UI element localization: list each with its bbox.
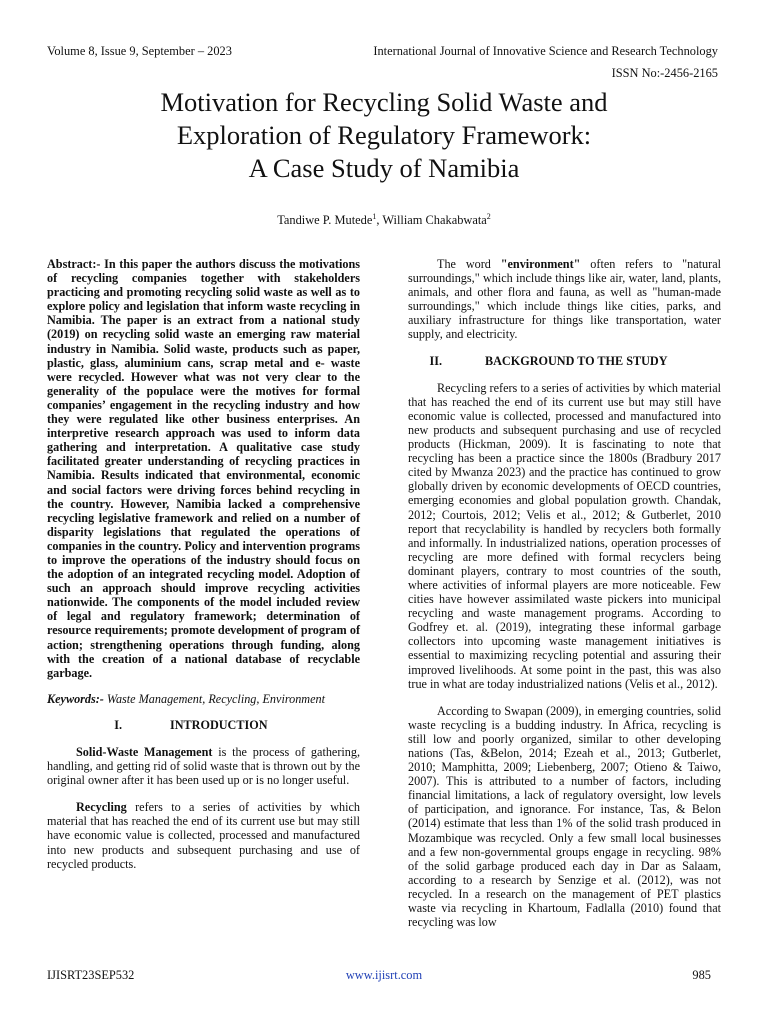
intro-paragraph-1 (47, 745, 360, 787)
paragraph-text: often refers to "natural surroundings," which include things like air, water, land, plants, animals, and other flora and fauna, as well as "human-made surroundings," which include things like cities, parks, and auxiliary infrastructure for things like transportation, water supply, and electricity. (408, 257, 721, 342)
environment-paragraph (408, 257, 721, 342)
section-number: II. (429, 353, 442, 368)
title-line: A Case Study of Namibia (248, 153, 520, 183)
title-line: Exploration of Regulatory Framework: (176, 120, 592, 150)
keywords-label: Keywords:- (47, 691, 104, 706)
section-number: I. (114, 717, 122, 732)
section-heading-introduction (47, 718, 360, 732)
paper-title (60, 86, 708, 185)
paper-id: IJISRT23SEP532 (47, 968, 135, 982)
section-title: INTRODUCTION (170, 717, 268, 732)
abstract: Abstract:- In this paper the authors discuss the motivations of recycling companies together with stakeholders practicing and promoting recycling solid waste as well as to explore policy and legislation that inform waste recycling in Namibia. The paper is an extract from a national study (2019) on recycling solid waste an emerging raw material industry in Namibia. Solid waste, products such as paper, plastic, glass, aluminium cans, scrap metal and e- waste were recycled. However what was not very clear to the generality of the populace were the motives for formal companies’ engagement in the recycling industry and how they were regulated like other business enterprises. An interpretive research approach was used to inform data gathering and interpretation. A qualitative case study facilitated greater understanding of recycling practices in Namibia. Results indicated that environmental, economic and social factors were driving forces behind recycling in the country. However, Namibia lacked a comprehensive recycling legislative framework and relied on a number of disparity legislations that regulated the operations of companies in the country. Policy and intervention programs to improve the operations of the industry should focus on the adoption of an integrated recycling model. Adoption of such an approach should improve recycling activities nationwide. The components of the model included review of legal and regulatory framework; determination of resource requirements; promote development of program of action; strengthening operations through funding, along with the creation of a national database of recyclable garbage. (47, 257, 360, 680)
section-title: BACKGROUND TO THE STUDY (485, 353, 668, 368)
left-column (47, 257, 360, 871)
author-1-affiliation: 1 (372, 212, 377, 221)
section-heading-background (408, 354, 721, 368)
paragraph-text: is the process of gathering, handling, and getting rid of solid waste that is thrown out by the original owner after it has been used up or is no longer useful. (47, 745, 361, 788)
keywords (47, 692, 360, 706)
term-solid-waste-management: Solid-Waste Management (76, 745, 213, 759)
title-line: Motivation for Recycling Solid Waste and (160, 87, 608, 117)
author-1: Tandiwe P. Mutede (277, 213, 373, 228)
issn: ISSN No:-2456-2165 (611, 66, 718, 80)
paragraph-text: The word (437, 257, 501, 271)
author-separator: , (376, 213, 383, 228)
journal-name: International Journal of Innovative Science and Research Technology (373, 44, 718, 58)
paragraph-text: refers to a series of activities by which material that has reached the end of its current use but may still have economic value is collected, processed and manufactured into new products and subsequent purchasing and use of recycled products. (47, 800, 360, 871)
volume-issue: Volume 8, Issue 9, September – 2023 (47, 44, 232, 58)
author-2-affiliation: 2 (486, 212, 491, 221)
keywords-text: Waste Management, Recycling, Environment (103, 691, 325, 706)
journal-url[interactable]: www.ijisrt.com (345, 968, 423, 982)
term-recycling: Recycling (76, 800, 127, 815)
page-number: 985 (692, 968, 711, 982)
author-2: William Chakabwata (382, 213, 487, 228)
term-environment: "environment" (500, 257, 581, 271)
right-column (408, 257, 721, 929)
background-paragraph-2: According to Swapan (2009), in emerging countries, solid waste recycling is a budding industry. In Africa, recycling is still low and poorly organized, similar to other developing nations (Tas, &Belon, 2014; Ezeah et al., 2013; Gutberlet, 2010; Mamphitta, 2009; Liebenberg, 2007; Otieno & Taiwo, 2007). This is attributed to a number of factors, including financial limitations, a lack of regulatory oversight, low levels of participation, and ignorance. For instance, Tas, & Belon (2014) estimate that less than 1% of the solid trash produced in Mozambique was recycled. Only a few small local businesses and a few non-governmental groups engage in recycling. 98% of the solid garbage produced each day in Dar as Salaam, according to a research by Senzige et al. (2012), was not recycled. In a research on the management of PET plastics waste via recycling in Khartoum, Fadlalla (2010) found that recycling was low (408, 703, 721, 930)
intro-paragraph-2 (47, 800, 360, 870)
background-paragraph-1: Recycling refers to a series of activities by which material that has reached the end of its current use but may still have economic value is collected, processed and manufactured into new products and subsequent purchasing and use of recycled products (Hickman, 2009). It is fascinating to note that recycling has been a practice since the 1800s (Bradbury 2017 cited by Mwanza 2023) and the practice has continued to grow globally driven by economic developments of OECD countries, emerging economies and global population growth. Chandak, 2012; Courtois, 2012; Velis et al., 2012; & Gutberlet, 2010 report that recyclability is handled by recyclers both formally and informally. In industrialized nations, operation processes of recycling are more defined with formal recyclers being dominant players, contrary to most countries of the south, where activities of informal players are more noticeable. Few cities have however assimilated waste pickers into municipal recycling and waste management programs. According to Godfrey et. al. (2019), integrating these informal garbage collectors into upcoming waste management initiatives is essential to maximizing recycling potential and assuring their improved livelihoods. At some point in the past, this was also true in what are today industrialized nations (Velis et al., 2012). (408, 380, 721, 691)
authors (0, 212, 768, 228)
